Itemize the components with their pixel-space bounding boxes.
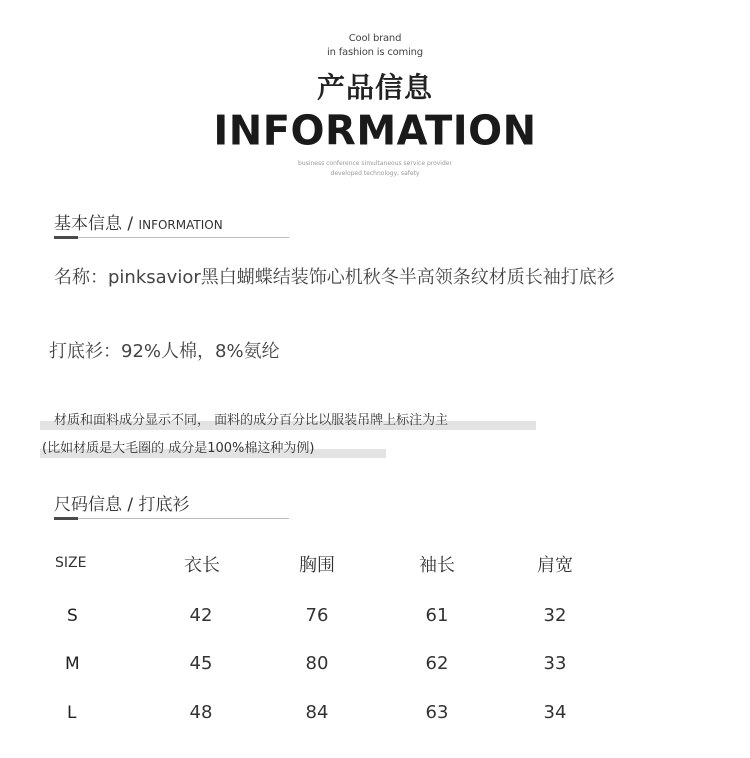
size-label-s: S [67,606,78,626]
table-cell: 33 [543,653,567,674]
chest-column-header: 胸围 [299,555,335,576]
product-name: 名称：pinksavior黑白蝴蝶结装饰心机秋冬半高领条纹材质长袖打底衫 [54,267,615,288]
basic-info-underline-accent [54,236,78,239]
page-title-en: INFORMATION [213,107,537,155]
size-info-underline-accent [54,517,78,520]
page-title-zh: 产品信息 [316,71,433,104]
material-composition: 打底衫：92%人棉，8%氨纶 [49,341,280,362]
note-line-1: 材质和面料成分显示不同， 面料的成分百分比以服装吊牌上标注为主 [54,413,449,428]
size-info-heading: 尺码信息 / 打底衫 [54,495,190,515]
size-info-underline [54,518,289,519]
shoulder-column-header: 肩宽 [537,555,573,576]
size-column-header: SIZE [55,555,87,571]
table-cell: 45 [189,653,213,674]
size-label-m: M [65,654,80,674]
table-cell: 80 [305,653,329,674]
table-cell: 32 [543,605,567,626]
table-cell: 76 [305,605,329,626]
table-cell: 61 [425,605,449,626]
basic-info-heading-en: INFORMATION [138,218,223,232]
table-cell: 84 [305,702,329,723]
sleeve-column-header: 袖长 [419,555,455,576]
basic-info-underline [54,237,289,238]
table-cell: 62 [425,653,449,674]
size-label-l: L [67,703,77,723]
tagline-line-1: Cool brand [348,33,402,44]
note-line-2: (比如材质是大毛圈的 成分是100%棉这种为例) [42,441,315,456]
smallprint-line-1: business conference simultaneous service provider [298,160,452,167]
smallprint-line-2: developed technology, safety [330,170,420,177]
table-cell: 34 [543,702,567,723]
tagline-line-2: in fashion is coming [327,47,423,58]
table-cell: 63 [425,702,449,723]
table-cell: 42 [189,605,213,626]
table-cell: 48 [189,702,213,723]
basic-info-heading [54,209,223,234]
basic-info-heading-zh: 基本信息 / [54,214,139,234]
length-column-header: 衣长 [184,555,220,576]
